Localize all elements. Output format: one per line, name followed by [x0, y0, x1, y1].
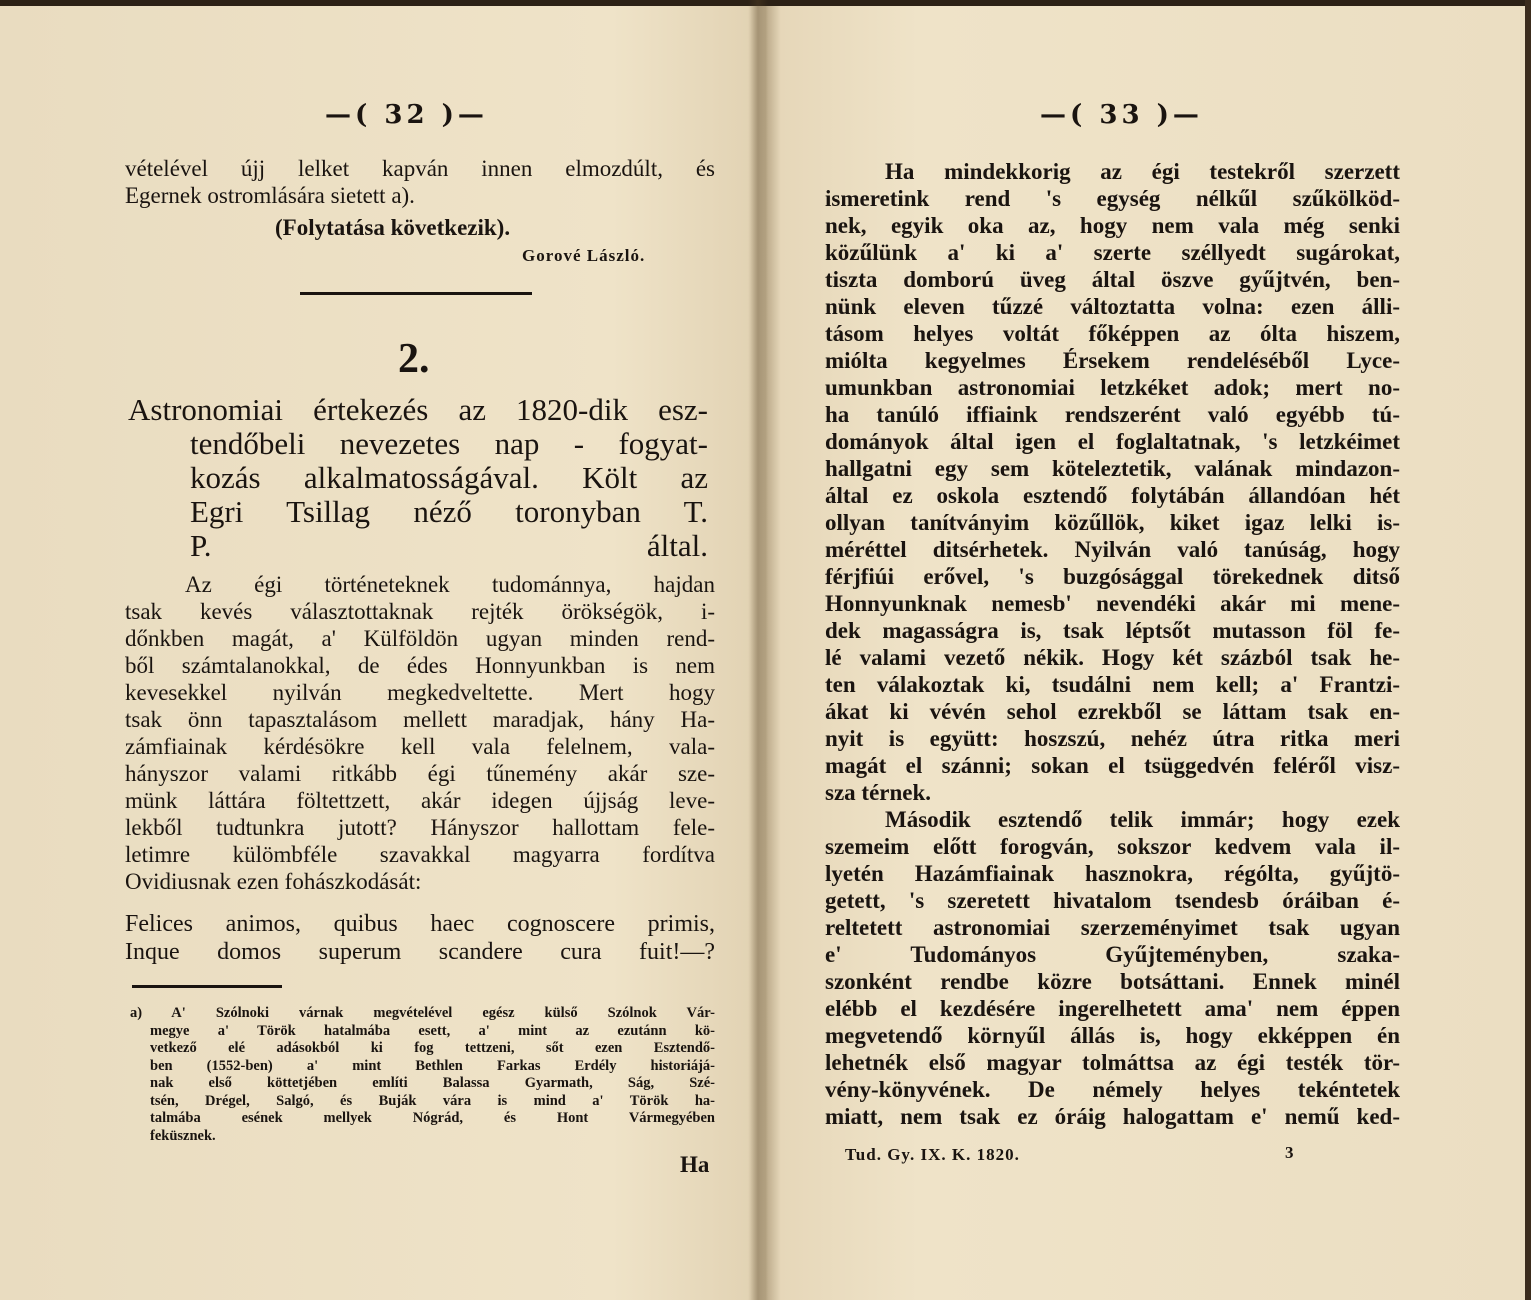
text-line: umunkban astronomiai letzkéket adok; mert no-	[825, 375, 1400, 400]
text-line: Egernek ostromlására sietett a).	[125, 183, 415, 208]
footnote-line: feküsznek.	[150, 1127, 216, 1144]
text-line: méréttel ditsérhetek. Nyilván való tanúság, hogy	[825, 537, 1400, 562]
article-title	[128, 393, 708, 563]
title-line: kozás alkalmatosságával. Költ az	[190, 460, 708, 495]
text-line: dek magasságra is, tsak léptsőt mutasson föl fe-	[825, 618, 1400, 643]
text-line: lehetnék első magyar tolmáttsa az égi testék tör-	[825, 1050, 1400, 1075]
text-line: által ez oskola esztendő folytábán állandóan hét	[825, 483, 1400, 508]
text-line: ismeretink rend 's egység nélkűl szűkölköd-	[825, 186, 1400, 211]
footnote-line: talmába esének mellyek Nógrád, és Hont Vármegyében	[150, 1110, 715, 1126]
signature-number: 3	[1285, 1143, 1294, 1162]
text-line: megvetendő környűl állás is, hogy ekképpen én	[825, 1023, 1400, 1048]
text-line: Második esztendő telik immár; hogy ezek	[885, 807, 1400, 832]
text-line: vény-könyvének. De némely helyes tekéntetek	[825, 1077, 1400, 1102]
text-line: zámfiainak kérdésökre kell vala felelnem, vala-	[125, 734, 715, 759]
text-line: Ha mindekkorig az égi testekről szerzett	[885, 159, 1400, 184]
text-line: reltetett astronomiai szerzeményimet tsak ugyan	[825, 915, 1400, 940]
text-line: Honnyunknak nemesb' nevendéki akár mi mene-	[825, 591, 1400, 616]
text-line: ha tanúló iffiaink rendszerént való egyébb tú-	[825, 402, 1400, 427]
text-line: tsak önn tapasztalásom mellett maradjak, hány Ha-	[125, 707, 715, 732]
footnote-line: tsén, Drégel, Salgó, és Buják vára is mind a' Török ha-	[150, 1092, 715, 1109]
text-line: vételével újj lelket kapván innen elmozdúlt, és	[125, 156, 715, 181]
title-line: P. által.	[190, 528, 708, 563]
right-page-number: —( 33 )—	[1040, 100, 1203, 130]
text-line: elébb el kezdésére ingerelhetett ama' nem éppen	[825, 996, 1400, 1021]
text-line: közűlünk a' ki a' szerte széllyedt sugárokat,	[825, 240, 1400, 265]
text-line: ten válakoztak ki, tsudálni nem kell; a' Frantzi-	[825, 672, 1400, 697]
title-line: Astronomiai értekezés az 1820-dik esz-	[128, 392, 708, 427]
text-line: dományok által igen el foglaltatnak, 's letzkéimet	[825, 429, 1400, 454]
text-line: nünk eleven tűzzé változtatta volna: ezen álli-	[825, 294, 1400, 319]
text-line: münk láttára föltettzett, akár idegen újjság leve-	[125, 788, 715, 813]
text-line: miatt, nem tsak ez óráig halogattam e' nemű ked-	[825, 1104, 1400, 1129]
text-line: tsak kevés választottaknak rejték örökségök, i-	[125, 599, 715, 624]
text-line: lé valami vezető nékik. Hogy két százból tsak he-	[825, 645, 1400, 670]
text-line: férjfiúi erővel, 's buzgósággal törekednek ditső	[825, 564, 1400, 589]
footnote-line: nak első köttetjében említi Balassa Gyarmath, Ság, Szé-	[150, 1075, 715, 1091]
right-body-text	[825, 158, 1400, 1130]
left-body-text	[125, 571, 715, 895]
right-page	[825, 0, 1400, 1300]
footnote-line: megye a' Török hatalmába esett, a' mint az ezutánn kö-	[150, 1022, 715, 1039]
text-line: kevesekkel nyilván megkedveltette. Mert hogy	[125, 680, 715, 705]
text-line: getett, 's szeretett hivatalom tsendesb óráiban é-	[825, 888, 1400, 913]
quote-line: Inque domos superum scandere cura fuit!—?	[125, 939, 715, 965]
continued-note: (Folytatása következik).	[275, 215, 511, 240]
footnote-line: a) A' Szólnoki várnak megvételével egész külső Szólnok Vár-	[130, 1005, 715, 1021]
text-line: nyit is együtt: hoszszú, nehéz útra ritka meri	[825, 726, 1400, 751]
section-divider	[300, 292, 532, 295]
text-line: tásom helyes voltát főképpen az ólta hiszem,	[825, 321, 1400, 346]
footnote-rule	[132, 985, 282, 988]
text-line: lekből tudtunkra jutott? Hányszor hallottam fele-	[125, 815, 715, 840]
text-line: hányszor valami ritkább égi tűnemény akár sze-	[125, 761, 715, 786]
left-page	[110, 0, 715, 1300]
text-line: nek, egyik oka az, hogy nem vala még senki	[825, 213, 1400, 238]
signature-mark: Tud. Gy. IX. K. 1820.	[845, 1145, 1020, 1164]
text-line: lyetén Hazámfiainak hasznokra, régólta, gyűjtö-	[825, 861, 1400, 886]
text-line: Az égi történeteknek tudománnya, hajdan	[185, 572, 715, 597]
text-line: letimre külömbféle szavakkal magyarra fordítva	[125, 842, 715, 867]
scan-edge-right	[1525, 0, 1531, 1300]
text-line: ből számtalanokkal, de édes Honnyunkban is nem	[125, 653, 715, 678]
book-gutter	[748, 0, 768, 1300]
catchword: Ha	[680, 1152, 710, 1177]
text-line: sza térnek.	[825, 780, 932, 805]
title-line: tendőbeli nevezetes nap - fogyat-	[190, 426, 708, 461]
text-line: ollyan tanítványim közűllök, kiket igaz lelki is-	[825, 510, 1400, 535]
footnote	[130, 1005, 715, 1145]
text-line: szonként rendbe közre botsáttani. Ennek minél	[825, 969, 1400, 994]
text-line: e' Tudományos Gyűjteményben, szaka-	[825, 942, 1400, 967]
quote-line: Felices animos, quibus haec cognoscere primis,	[125, 911, 715, 937]
text-line: hallgatni egy sem köteleztetik, valának mindazon-	[825, 456, 1400, 481]
left-page-number: —( 32 )—	[325, 100, 488, 130]
footnote-line: ben (1552-ben) a' mint Bethlen Farkas Erdély historiájá-	[150, 1057, 715, 1074]
text-line: dőnkben magát, a' Külföldön ugyan minden rend-	[125, 626, 715, 651]
text-line: szemeim előtt forogván, sokszor kedvem vala il-	[825, 834, 1400, 859]
footnote-line: vetkező elé adásokból ki fog tettzeni, sőt ezen Esztendő-	[150, 1040, 715, 1056]
text-line: ákat ki vévén sehol ezrekből se láttam tsak en-	[825, 699, 1400, 724]
author-name: Gorové László.	[522, 246, 646, 265]
text-line: Ovidiusnak ezen fohászkodását:	[125, 869, 422, 894]
text-line: magát el szánni; sokan el tsüggedvén feléről visz-	[825, 753, 1400, 778]
left-intro-text	[125, 155, 715, 209]
section-number: 2.	[398, 336, 430, 382]
text-line: tiszta domború üveg által öszve gyűjtvén, ben-	[825, 267, 1400, 292]
latin-quote	[125, 910, 715, 966]
title-line: Egri Tsillag néző toronyban T.	[190, 494, 708, 529]
text-line: miólta kegyelmes Érsekem rendeléséből Lyce-	[825, 348, 1400, 373]
